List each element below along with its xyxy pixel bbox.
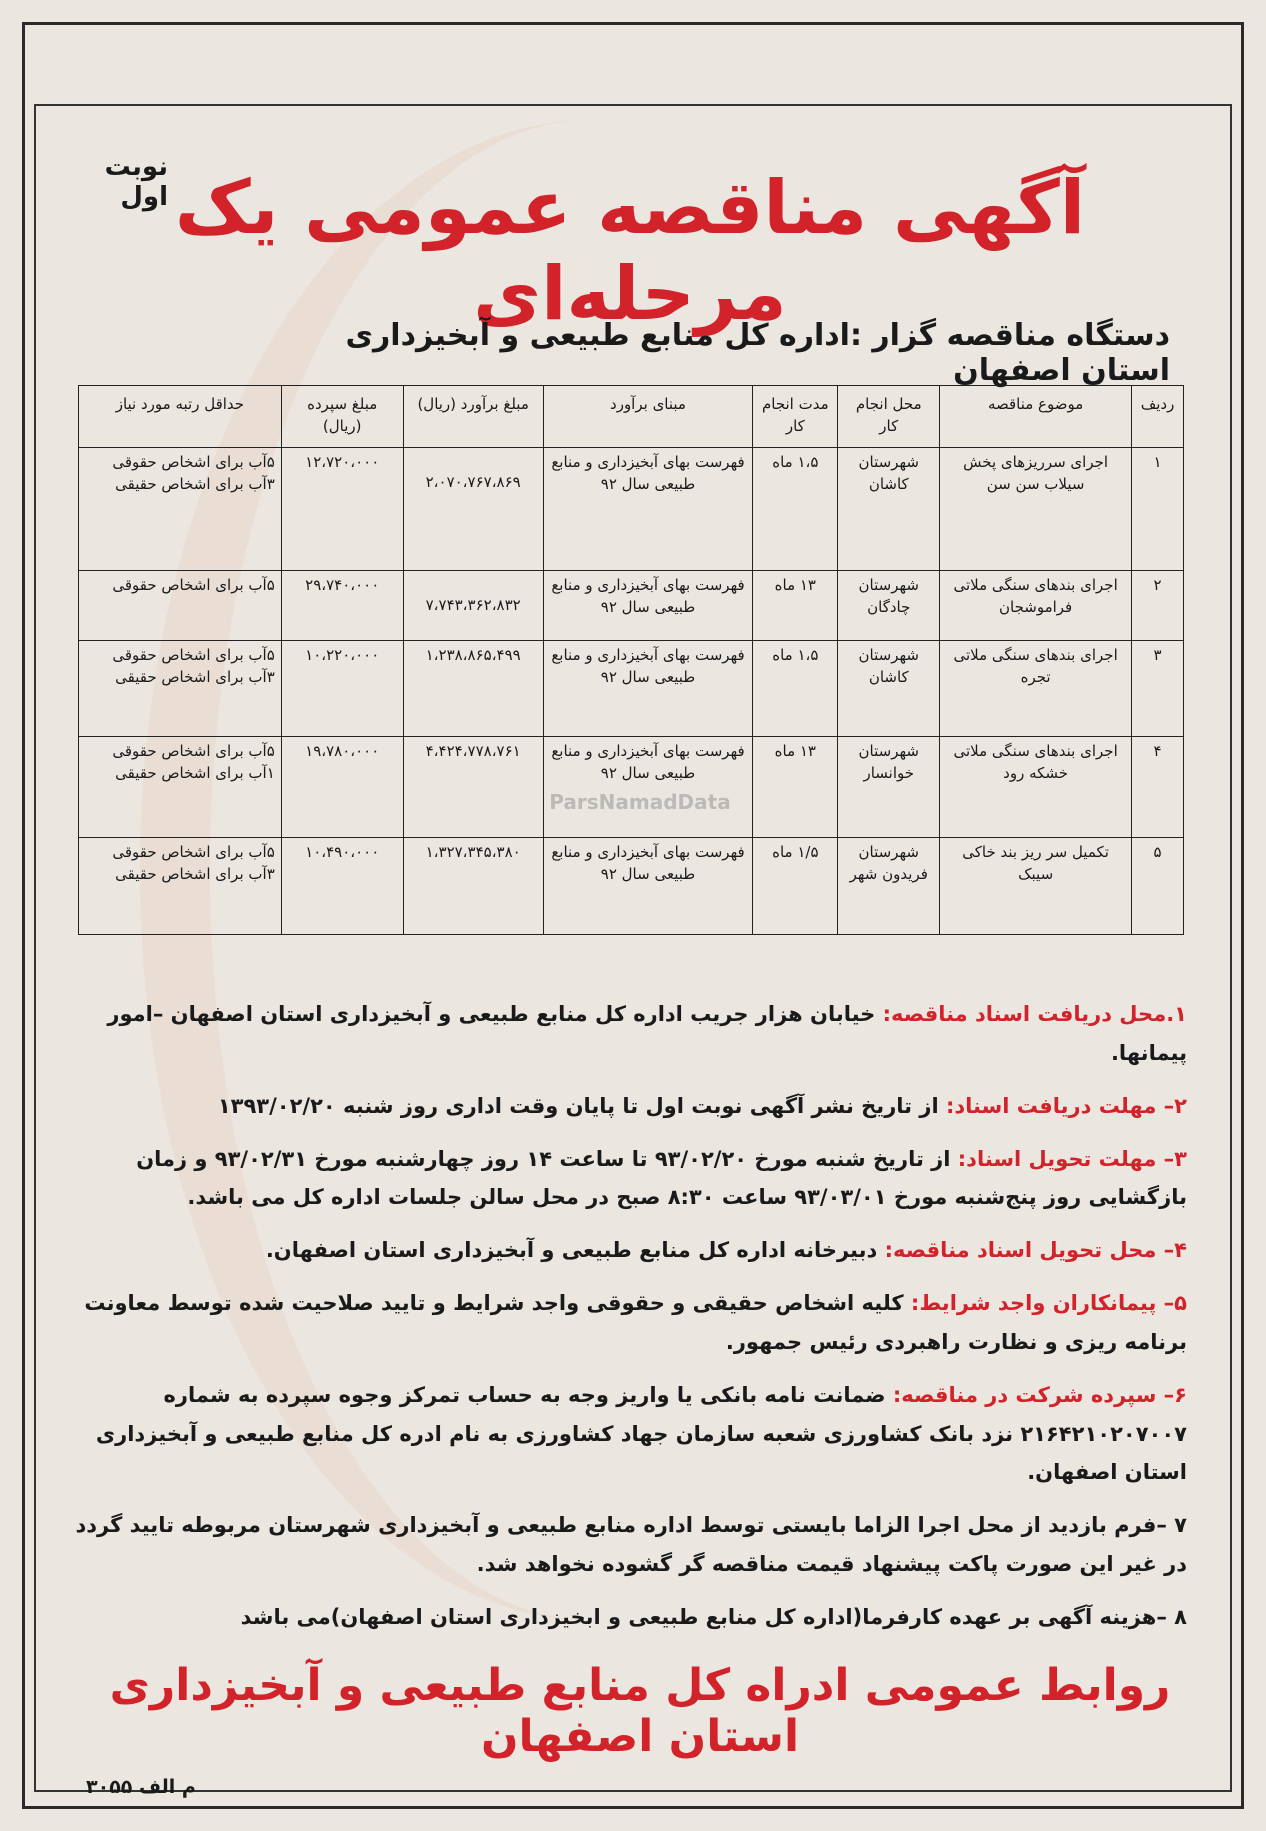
condition-item-3 <box>72 1140 1187 1218</box>
header-location: محل انجام کار <box>838 386 940 448</box>
cell-duration: ۱۳ ماه <box>753 571 838 641</box>
cell-duration: ۱/۵ ماه <box>753 838 838 935</box>
cell-location: شهرستان کاشان <box>838 448 940 571</box>
cell-subject: اجرای بندهای سنگی ملاتی تجره <box>940 640 1132 737</box>
condition-text: ۷ –فرم بازدید از محل اجرا الزاما بایستی توسط اداره منابع طبیعی و آبخیزداری شهرستان مربوطه تایید گردد در غیر این صورت پاکت پیشنهاد قیمت مناقصه گر گشوده نخواهد شد. <box>75 1513 1187 1577</box>
table-row <box>79 737 1184 838</box>
header-row-number: ردیف <box>1132 386 1184 448</box>
cell-deposit: ۱۰،۴۹۰،۰۰۰ <box>281 838 403 935</box>
condition-text: از تاریخ نشر آگهی نوبت اول تا پایان وقت اداری روز شنبه ۱۳۹۳/۰۲/۲۰ <box>217 1093 946 1118</box>
conditions-list <box>72 995 1187 1651</box>
cell-deposit: ۱۲،۷۲۰،۰۰۰ <box>281 448 403 571</box>
condition-text: کلیه اشخاص حقیقی و حقوقی واجد شرایط و تایید صلاحیت شده توسط معاونت برنامه ریزی و نظارت راهبردی رئیس جمهور. <box>84 1291 1187 1354</box>
cell-grade: ۵آب برای اشخاص حقوقی <box>79 571 282 641</box>
cell-location: شهرستان کاشان <box>838 640 940 737</box>
condition-label: ۴– محل تحویل اسناد مناقصه: <box>884 1238 1187 1263</box>
cell-row-number: ۲ <box>1132 571 1184 641</box>
condition-item-7 <box>72 1506 1187 1584</box>
cell-basis: فهرست بهای آبخیزداری و منابع طبیعی سال ۹۲ <box>543 737 753 838</box>
table-row <box>79 838 1184 935</box>
table-row <box>79 571 1184 641</box>
header-grade: حداقل رتبه مورد نیاز <box>79 386 282 448</box>
notice-code: م الف ۳۰۵۵ <box>86 1776 196 1798</box>
header-estimate: مبلغ برآورد (ریال) <box>403 386 543 448</box>
cell-duration: ۱۳ ماه <box>753 737 838 838</box>
cell-basis: فهرست بهای آبخیزداری و منابع طبیعی سال ۹۲ <box>543 838 753 935</box>
cell-estimate: ۴،۴۲۴،۷۷۸،۷۶۱ <box>403 737 543 838</box>
cell-grade: ۵آب برای اشخاص حقوقی ۱آب برای اشخاص حقیقی <box>79 737 282 838</box>
condition-text: خیابان هزار جریب اداره کل منابع طبیعی و آبخیزداری استان اصفهان –امور پیمانها. <box>107 1002 1187 1065</box>
header-deposit: مبلغ سپرده (ریال) <box>281 386 403 448</box>
condition-text: ضمانت نامه بانکی یا واریز وجه به حساب تمرکز وجوه سپرده به شماره ۲۱۶۴۲۱۰۲۰۷۰۰۷ نزد بانک کشاورزی شعبه سازمان جهاد کشاورزی به نام ادره کل منابع طبیعی و آبخیزداری استان اصفهان. <box>95 1382 1187 1485</box>
cell-row-number: ۳ <box>1132 640 1184 737</box>
cell-deposit: ۲۹،۷۴۰،۰۰۰ <box>281 571 403 641</box>
cell-estimate: ۲،۰۷۰،۷۶۷،۸۶۹ <box>403 448 543 571</box>
cell-duration: ۱،۵ ماه <box>753 640 838 737</box>
condition-item-2 <box>72 1087 1187 1126</box>
cell-subject: تکمیل سر ریز بند خاکی سیبک <box>940 838 1132 935</box>
cell-subject: اجرای سرریزهای پخش سیلاب سن سن <box>940 448 1132 571</box>
tender-table <box>78 385 1184 935</box>
cell-estimate: ۱،۲۳۸،۸۶۵،۴۹۹ <box>403 640 543 737</box>
notice-title: آگهی مناقصه عمومی یک مرحله‌ای <box>174 165 1086 337</box>
condition-item-8 <box>72 1598 1187 1637</box>
condition-text: ۸ –هزینه آگهی بر عهده کارفرما(اداره کل منابع طبیعی و ابخیزداری استان اصفهان)می باشد <box>240 1604 1187 1629</box>
agency-line: دستگاه مناقصه گزار :اداره کل منابع طبیعی و آبخیزداری استان اصفهان <box>345 318 1170 388</box>
cell-subject: اجرای بندهای سنگی ملاتی فراموشجان <box>940 571 1132 641</box>
cell-row-number: ۴ <box>1132 737 1184 838</box>
condition-text: دبیرخانه اداره کل منابع طبیعی و آبخیزداری استان اصفهان. <box>265 1238 885 1263</box>
condition-item-6 <box>72 1376 1187 1493</box>
cell-basis: فهرست بهای آبخیزداری و منابع طبیعی سال ۹۲ <box>543 640 753 737</box>
condition-label: ۵– پیمانکاران واجد شرایط: <box>910 1291 1187 1316</box>
header-duration: مدت انجام کار <box>753 386 838 448</box>
public-relations-signature: روابط عمومی ادراه کل منابع طبیعی و آبخیزداری استان اصفهان <box>109 1660 1171 1762</box>
cell-location: شهرستان چادگان <box>838 571 940 641</box>
round-label: نوبت اول <box>104 152 168 212</box>
header-basis: مبنای برآورد <box>543 386 753 448</box>
table-row <box>79 640 1184 737</box>
condition-label: ۳– مهلت تحویل اسناد: <box>957 1146 1187 1171</box>
watermark-text: ParsNamadData <box>549 790 731 814</box>
condition-item-1 <box>72 995 1187 1073</box>
cell-grade: ۵آب برای اشخاص حقوقی ۳آب برای اشخاص حقیقی <box>79 448 282 571</box>
cell-grade: ۵آب برای اشخاص حقوقی ۳آب برای اشخاص حقیقی <box>79 838 282 935</box>
condition-text: از تاریخ شنبه مورخ ۹۳/۰۲/۲۰ تا ساعت ۱۴ روز چهارشنبه مورخ ۹۳/۰۲/۳۱ و زمان بازگشایی روز پنج‌شنبه مورخ ۹۳/۰۳/۰۱ ساعت ۸:۳۰ صبح در محل سالن جلسات اداره کل می باشد. <box>136 1146 1187 1210</box>
condition-label: ۱.محل دریافت اسناد مناقصه: <box>882 1002 1187 1026</box>
condition-item-5 <box>72 1284 1187 1362</box>
cell-estimate: ۷،۷۴۳،۳۶۲،۸۳۲ <box>403 571 543 641</box>
cell-duration: ۱،۵ ماه <box>753 448 838 571</box>
cell-row-number: ۱ <box>1132 448 1184 571</box>
cell-location: شهرستان خوانسار <box>838 737 940 838</box>
table-header-row <box>79 386 1184 448</box>
cell-deposit: ۱۰،۲۲۰،۰۰۰ <box>281 640 403 737</box>
condition-item-4 <box>72 1231 1187 1270</box>
cell-row-number: ۵ <box>1132 838 1184 935</box>
cell-basis: فهرست بهای آبخیزداری و منابع طبیعی سال ۹۲ <box>543 448 753 571</box>
table-row <box>79 448 1184 571</box>
cell-location: شهرستان فریدون شهر <box>838 838 940 935</box>
header-subject: موضوع مناقصه <box>940 386 1132 448</box>
cell-subject: اجرای بندهای سنگی ملاتی خشکه رود <box>940 737 1132 838</box>
cell-estimate: ۱،۳۲۷،۳۴۵،۳۸۰ <box>403 838 543 935</box>
cell-grade: ۵آب برای اشخاص حقوقی ۳آب برای اشخاص حقیقی <box>79 640 282 737</box>
condition-label: ۲– مهلت دریافت اسناد: <box>945 1093 1187 1118</box>
cell-deposit: ۱۹،۷۸۰،۰۰۰ <box>281 737 403 838</box>
condition-label: ۶– سپرده شرکت در مناقصه: <box>892 1382 1187 1407</box>
cell-basis: فهرست بهای آبخیزداری و منابع طبیعی سال ۹۲ <box>543 571 753 641</box>
